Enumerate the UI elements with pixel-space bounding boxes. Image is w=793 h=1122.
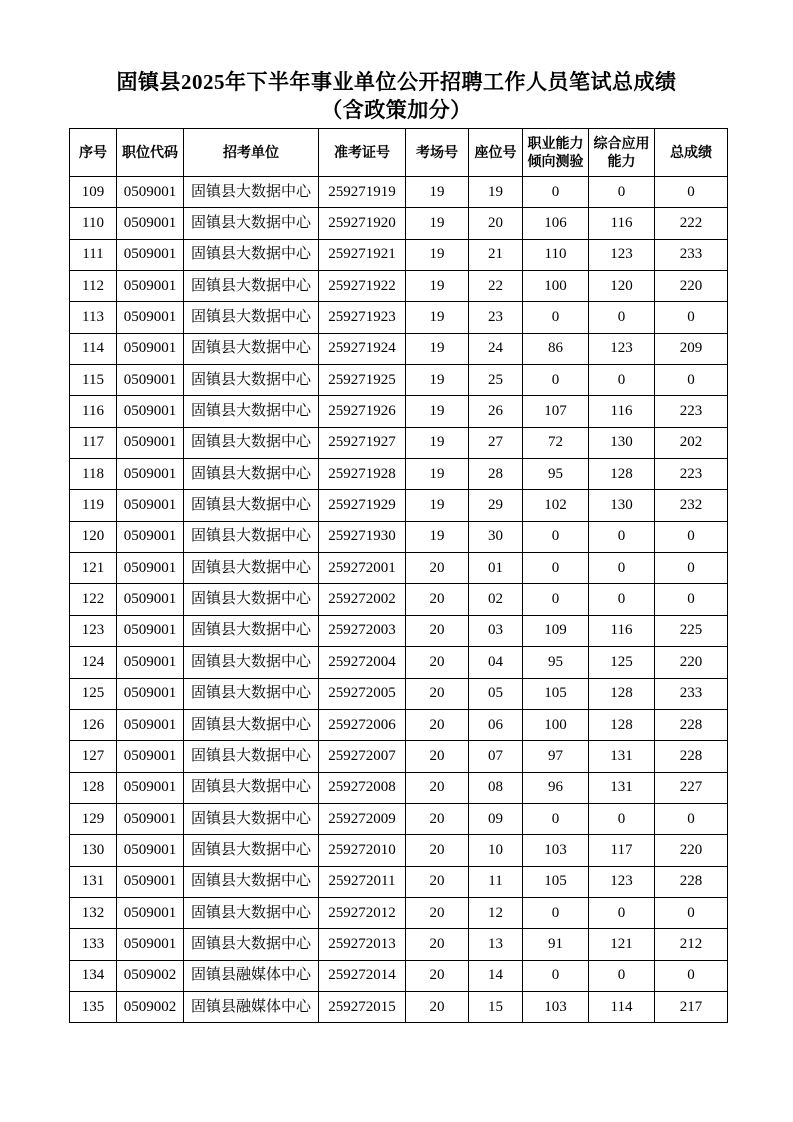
cell-comprehensive-ability-score: 130 xyxy=(589,490,655,521)
cell-position-code: 0509001 xyxy=(117,396,184,427)
cell-aptitude-test-score: 0 xyxy=(523,584,589,615)
cell-position-code: 0509001 xyxy=(117,772,184,803)
cell-admission-ticket-number: 259271930 xyxy=(319,521,406,552)
cell-total-score: 232 xyxy=(655,490,728,521)
cell-serial-number: 118 xyxy=(70,459,117,490)
cell-total-score: 228 xyxy=(655,741,728,772)
cell-admission-ticket-number: 259271923 xyxy=(319,302,406,333)
cell-aptitude-test-score: 100 xyxy=(523,709,589,740)
cell-serial-number: 124 xyxy=(70,647,117,678)
cell-exam-room-number: 20 xyxy=(406,991,469,1022)
cell-serial-number: 125 xyxy=(70,678,117,709)
cell-admission-ticket-number: 259271921 xyxy=(319,239,406,270)
cell-recruiting-unit: 固镇县大数据中心 xyxy=(184,772,319,803)
cell-aptitude-test-score: 0 xyxy=(523,553,589,584)
cell-aptitude-test-score: 109 xyxy=(523,615,589,646)
cell-admission-ticket-number: 259272011 xyxy=(319,866,406,897)
cell-exam-room-number: 19 xyxy=(406,271,469,302)
cell-total-score: 220 xyxy=(655,647,728,678)
cell-admission-ticket-number: 259271920 xyxy=(319,208,406,239)
cell-aptitude-test-score: 102 xyxy=(523,490,589,521)
column-header-exam-room-number: 考场号 xyxy=(406,129,469,177)
cell-total-score: 0 xyxy=(655,897,728,928)
cell-total-score: 202 xyxy=(655,427,728,458)
cell-aptitude-test-score: 96 xyxy=(523,772,589,803)
cell-total-score: 233 xyxy=(655,678,728,709)
table-row xyxy=(70,208,728,239)
cell-total-score: 228 xyxy=(655,866,728,897)
cell-recruiting-unit: 固镇县大数据中心 xyxy=(184,177,319,208)
cell-position-code: 0509001 xyxy=(117,553,184,584)
cell-recruiting-unit: 固镇县大数据中心 xyxy=(184,521,319,552)
cell-aptitude-test-score: 95 xyxy=(523,647,589,678)
cell-comprehensive-ability-score: 114 xyxy=(589,991,655,1022)
table-row xyxy=(70,365,728,396)
cell-serial-number: 126 xyxy=(70,709,117,740)
cell-recruiting-unit: 固镇县大数据中心 xyxy=(184,490,319,521)
cell-recruiting-unit: 固镇县融媒体中心 xyxy=(184,991,319,1022)
cell-seat-number: 11 xyxy=(469,866,523,897)
page-title xyxy=(0,0,793,124)
cell-total-score: 220 xyxy=(655,835,728,866)
column-header-admission-ticket-number: 准考证号 xyxy=(319,129,406,177)
cell-admission-ticket-number: 259272005 xyxy=(319,678,406,709)
cell-position-code: 0509001 xyxy=(117,239,184,270)
cell-aptitude-test-score: 86 xyxy=(523,333,589,364)
cell-seat-number: 25 xyxy=(469,365,523,396)
cell-comprehensive-ability-score: 0 xyxy=(589,803,655,834)
cell-aptitude-test-score: 110 xyxy=(523,239,589,270)
table-row xyxy=(70,615,728,646)
cell-admission-ticket-number: 259272001 xyxy=(319,553,406,584)
cell-position-code: 0509001 xyxy=(117,584,184,615)
cell-position-code: 0509001 xyxy=(117,709,184,740)
cell-aptitude-test-score: 105 xyxy=(523,866,589,897)
cell-position-code: 0509001 xyxy=(117,615,184,646)
cell-aptitude-test-score: 0 xyxy=(523,960,589,991)
cell-total-score: 0 xyxy=(655,302,728,333)
cell-serial-number: 119 xyxy=(70,490,117,521)
cell-recruiting-unit: 固镇县大数据中心 xyxy=(184,584,319,615)
cell-aptitude-test-score: 103 xyxy=(523,991,589,1022)
cell-seat-number: 28 xyxy=(469,459,523,490)
cell-exam-room-number: 19 xyxy=(406,302,469,333)
cell-seat-number: 02 xyxy=(469,584,523,615)
cell-position-code: 0509001 xyxy=(117,929,184,960)
cell-total-score: 233 xyxy=(655,239,728,270)
cell-seat-number: 06 xyxy=(469,709,523,740)
cell-comprehensive-ability-score: 130 xyxy=(589,427,655,458)
title-line-1: 固镇县2025年下半年事业单位公开招聘工作人员笔试总成绩 xyxy=(116,70,677,94)
cell-serial-number: 112 xyxy=(70,271,117,302)
table-row xyxy=(70,991,728,1022)
cell-position-code: 0509001 xyxy=(117,333,184,364)
cell-serial-number: 113 xyxy=(70,302,117,333)
cell-recruiting-unit: 固镇县大数据中心 xyxy=(184,553,319,584)
cell-seat-number: 22 xyxy=(469,271,523,302)
cell-position-code: 0509001 xyxy=(117,427,184,458)
cell-total-score: 0 xyxy=(655,584,728,615)
cell-exam-room-number: 20 xyxy=(406,929,469,960)
title-line-2: （含政策加分） xyxy=(321,98,472,122)
cell-recruiting-unit: 固镇县大数据中心 xyxy=(184,866,319,897)
cell-position-code: 0509001 xyxy=(117,459,184,490)
cell-exam-room-number: 19 xyxy=(406,208,469,239)
cell-comprehensive-ability-score: 128 xyxy=(589,678,655,709)
cell-exam-room-number: 19 xyxy=(406,396,469,427)
cell-admission-ticket-number: 259272010 xyxy=(319,835,406,866)
cell-seat-number: 13 xyxy=(469,929,523,960)
cell-total-score: 228 xyxy=(655,709,728,740)
cell-admission-ticket-number: 259272006 xyxy=(319,709,406,740)
cell-recruiting-unit: 固镇县大数据中心 xyxy=(184,333,319,364)
cell-recruiting-unit: 固镇县大数据中心 xyxy=(184,271,319,302)
cell-exam-room-number: 20 xyxy=(406,803,469,834)
cell-serial-number: 135 xyxy=(70,991,117,1022)
cell-aptitude-test-score: 72 xyxy=(523,427,589,458)
table-row xyxy=(70,490,728,521)
table-row xyxy=(70,647,728,678)
cell-admission-ticket-number: 259272004 xyxy=(319,647,406,678)
cell-recruiting-unit: 固镇县大数据中心 xyxy=(184,396,319,427)
cell-position-code: 0509001 xyxy=(117,741,184,772)
cell-seat-number: 23 xyxy=(469,302,523,333)
cell-serial-number: 122 xyxy=(70,584,117,615)
table-row xyxy=(70,897,728,928)
cell-recruiting-unit: 固镇县大数据中心 xyxy=(184,208,319,239)
cell-seat-number: 24 xyxy=(469,333,523,364)
table-row xyxy=(70,302,728,333)
cell-comprehensive-ability-score: 125 xyxy=(589,647,655,678)
cell-serial-number: 114 xyxy=(70,333,117,364)
cell-comprehensive-ability-score: 128 xyxy=(589,709,655,740)
cell-aptitude-test-score: 97 xyxy=(523,741,589,772)
cell-serial-number: 123 xyxy=(70,615,117,646)
cell-aptitude-test-score: 0 xyxy=(523,897,589,928)
cell-position-code: 0509001 xyxy=(117,490,184,521)
cell-seat-number: 05 xyxy=(469,678,523,709)
cell-admission-ticket-number: 259271928 xyxy=(319,459,406,490)
table-row xyxy=(70,459,728,490)
cell-exam-room-number: 20 xyxy=(406,835,469,866)
cell-aptitude-test-score: 0 xyxy=(523,803,589,834)
cell-position-code: 0509002 xyxy=(117,960,184,991)
cell-aptitude-test-score: 103 xyxy=(523,835,589,866)
cell-exam-room-number: 20 xyxy=(406,553,469,584)
cell-serial-number: 115 xyxy=(70,365,117,396)
cell-total-score: 0 xyxy=(655,177,728,208)
cell-aptitude-test-score: 105 xyxy=(523,678,589,709)
cell-recruiting-unit: 固镇县大数据中心 xyxy=(184,459,319,490)
cell-seat-number: 12 xyxy=(469,897,523,928)
table-row xyxy=(70,709,728,740)
cell-total-score: 209 xyxy=(655,333,728,364)
table-row xyxy=(70,803,728,834)
cell-seat-number: 21 xyxy=(469,239,523,270)
cell-admission-ticket-number: 259272012 xyxy=(319,897,406,928)
cell-exam-room-number: 19 xyxy=(406,177,469,208)
cell-exam-room-number: 19 xyxy=(406,239,469,270)
table-row xyxy=(70,772,728,803)
cell-seat-number: 27 xyxy=(469,427,523,458)
cell-serial-number: 133 xyxy=(70,929,117,960)
cell-comprehensive-ability-score: 116 xyxy=(589,615,655,646)
cell-position-code: 0509001 xyxy=(117,271,184,302)
cell-exam-room-number: 20 xyxy=(406,678,469,709)
table-row xyxy=(70,584,728,615)
cell-seat-number: 19 xyxy=(469,177,523,208)
cell-total-score: 0 xyxy=(655,960,728,991)
cell-admission-ticket-number: 259271922 xyxy=(319,271,406,302)
cell-exam-room-number: 20 xyxy=(406,647,469,678)
cell-comprehensive-ability-score: 117 xyxy=(589,835,655,866)
cell-admission-ticket-number: 259272009 xyxy=(319,803,406,834)
cell-position-code: 0509001 xyxy=(117,803,184,834)
table-row xyxy=(70,239,728,270)
cell-exam-room-number: 19 xyxy=(406,521,469,552)
cell-admission-ticket-number: 259272008 xyxy=(319,772,406,803)
table-row xyxy=(70,333,728,364)
cell-position-code: 0509001 xyxy=(117,521,184,552)
cell-recruiting-unit: 固镇县大数据中心 xyxy=(184,615,319,646)
cell-exam-room-number: 19 xyxy=(406,427,469,458)
table-row xyxy=(70,427,728,458)
cell-seat-number: 15 xyxy=(469,991,523,1022)
cell-admission-ticket-number: 259272013 xyxy=(319,929,406,960)
cell-admission-ticket-number: 259272015 xyxy=(319,991,406,1022)
cell-serial-number: 121 xyxy=(70,553,117,584)
cell-admission-ticket-number: 259271919 xyxy=(319,177,406,208)
cell-serial-number: 131 xyxy=(70,866,117,897)
cell-total-score: 222 xyxy=(655,208,728,239)
cell-exam-room-number: 20 xyxy=(406,584,469,615)
cell-recruiting-unit: 固镇县大数据中心 xyxy=(184,678,319,709)
cell-serial-number: 132 xyxy=(70,897,117,928)
cell-exam-room-number: 20 xyxy=(406,897,469,928)
cell-seat-number: 04 xyxy=(469,647,523,678)
cell-seat-number: 26 xyxy=(469,396,523,427)
cell-total-score: 227 xyxy=(655,772,728,803)
cell-admission-ticket-number: 259271927 xyxy=(319,427,406,458)
cell-recruiting-unit: 固镇县大数据中心 xyxy=(184,929,319,960)
cell-admission-ticket-number: 259271925 xyxy=(319,365,406,396)
column-header-aptitude-test-score: 职业能力倾向测验 xyxy=(523,129,589,177)
cell-serial-number: 134 xyxy=(70,960,117,991)
cell-seat-number: 01 xyxy=(469,553,523,584)
column-header-comprehensive-ability-score: 综合应用能力 xyxy=(589,129,655,177)
cell-comprehensive-ability-score: 123 xyxy=(589,866,655,897)
cell-position-code: 0509001 xyxy=(117,208,184,239)
cell-comprehensive-ability-score: 116 xyxy=(589,208,655,239)
cell-serial-number: 116 xyxy=(70,396,117,427)
cell-recruiting-unit: 固镇县大数据中心 xyxy=(184,741,319,772)
cell-serial-number: 127 xyxy=(70,741,117,772)
cell-seat-number: 29 xyxy=(469,490,523,521)
cell-total-score: 225 xyxy=(655,615,728,646)
cell-seat-number: 30 xyxy=(469,521,523,552)
cell-recruiting-unit: 固镇县大数据中心 xyxy=(184,302,319,333)
column-header-position-code: 职位代码 xyxy=(117,129,184,177)
cell-position-code: 0509001 xyxy=(117,866,184,897)
cell-position-code: 0509001 xyxy=(117,678,184,709)
cell-serial-number: 130 xyxy=(70,835,117,866)
cell-recruiting-unit: 固镇县大数据中心 xyxy=(184,647,319,678)
cell-serial-number: 109 xyxy=(70,177,117,208)
cell-recruiting-unit: 固镇县大数据中心 xyxy=(184,709,319,740)
cell-serial-number: 120 xyxy=(70,521,117,552)
cell-total-score: 223 xyxy=(655,396,728,427)
table-row xyxy=(70,396,728,427)
table-row xyxy=(70,929,728,960)
cell-admission-ticket-number: 259271929 xyxy=(319,490,406,521)
cell-recruiting-unit: 固镇县大数据中心 xyxy=(184,239,319,270)
cell-comprehensive-ability-score: 0 xyxy=(589,177,655,208)
cell-admission-ticket-number: 259272014 xyxy=(319,960,406,991)
cell-comprehensive-ability-score: 0 xyxy=(589,960,655,991)
cell-exam-room-number: 19 xyxy=(406,490,469,521)
cell-exam-room-number: 20 xyxy=(406,866,469,897)
cell-seat-number: 10 xyxy=(469,835,523,866)
cell-admission-ticket-number: 259271926 xyxy=(319,396,406,427)
cell-total-score: 220 xyxy=(655,271,728,302)
cell-position-code: 0509002 xyxy=(117,991,184,1022)
cell-seat-number: 07 xyxy=(469,741,523,772)
cell-comprehensive-ability-score: 0 xyxy=(589,553,655,584)
table-row xyxy=(70,866,728,897)
cell-position-code: 0509001 xyxy=(117,365,184,396)
cell-aptitude-test-score: 106 xyxy=(523,208,589,239)
cell-exam-room-number: 20 xyxy=(406,615,469,646)
cell-comprehensive-ability-score: 116 xyxy=(589,396,655,427)
table-row xyxy=(70,553,728,584)
table-row xyxy=(70,271,728,302)
column-header-seat-number: 座位号 xyxy=(469,129,523,177)
cell-seat-number: 03 xyxy=(469,615,523,646)
cell-aptitude-test-score: 0 xyxy=(523,365,589,396)
cell-aptitude-test-score: 107 xyxy=(523,396,589,427)
cell-comprehensive-ability-score: 128 xyxy=(589,459,655,490)
cell-serial-number: 110 xyxy=(70,208,117,239)
table-row xyxy=(70,960,728,991)
cell-serial-number: 129 xyxy=(70,803,117,834)
cell-comprehensive-ability-score: 0 xyxy=(589,302,655,333)
cell-aptitude-test-score: 95 xyxy=(523,459,589,490)
table-header-row xyxy=(70,129,728,177)
cell-aptitude-test-score: 0 xyxy=(523,302,589,333)
cell-comprehensive-ability-score: 0 xyxy=(589,365,655,396)
cell-aptitude-test-score: 0 xyxy=(523,177,589,208)
cell-exam-room-number: 20 xyxy=(406,741,469,772)
column-header-recruiting-unit: 招考单位 xyxy=(184,129,319,177)
cell-aptitude-test-score: 100 xyxy=(523,271,589,302)
cell-comprehensive-ability-score: 120 xyxy=(589,271,655,302)
cell-total-score: 212 xyxy=(655,929,728,960)
cell-recruiting-unit: 固镇县大数据中心 xyxy=(184,427,319,458)
cell-serial-number: 128 xyxy=(70,772,117,803)
cell-total-score: 0 xyxy=(655,803,728,834)
column-header-total-score: 总成绩 xyxy=(655,129,728,177)
table-row xyxy=(70,678,728,709)
cell-aptitude-test-score: 91 xyxy=(523,929,589,960)
cell-comprehensive-ability-score: 131 xyxy=(589,741,655,772)
cell-exam-room-number: 20 xyxy=(406,772,469,803)
cell-total-score: 217 xyxy=(655,991,728,1022)
cell-total-score: 0 xyxy=(655,521,728,552)
cell-position-code: 0509001 xyxy=(117,302,184,333)
cell-recruiting-unit: 固镇县大数据中心 xyxy=(184,803,319,834)
cell-comprehensive-ability-score: 123 xyxy=(589,333,655,364)
cell-seat-number: 09 xyxy=(469,803,523,834)
cell-serial-number: 117 xyxy=(70,427,117,458)
cell-position-code: 0509001 xyxy=(117,835,184,866)
cell-serial-number: 111 xyxy=(70,239,117,270)
cell-recruiting-unit: 固镇县大数据中心 xyxy=(184,897,319,928)
cell-total-score: 223 xyxy=(655,459,728,490)
cell-exam-room-number: 19 xyxy=(406,365,469,396)
cell-comprehensive-ability-score: 0 xyxy=(589,584,655,615)
table-row xyxy=(70,741,728,772)
cell-comprehensive-ability-score: 0 xyxy=(589,897,655,928)
cell-seat-number: 20 xyxy=(469,208,523,239)
cell-comprehensive-ability-score: 131 xyxy=(589,772,655,803)
cell-exam-room-number: 20 xyxy=(406,709,469,740)
column-header-serial-number: 序号 xyxy=(70,129,117,177)
cell-admission-ticket-number: 259272002 xyxy=(319,584,406,615)
cell-recruiting-unit: 固镇县融媒体中心 xyxy=(184,960,319,991)
cell-admission-ticket-number: 259272003 xyxy=(319,615,406,646)
cell-exam-room-number: 19 xyxy=(406,333,469,364)
cell-exam-room-number: 19 xyxy=(406,459,469,490)
cell-total-score: 0 xyxy=(655,365,728,396)
cell-recruiting-unit: 固镇县大数据中心 xyxy=(184,835,319,866)
cell-admission-ticket-number: 259272007 xyxy=(319,741,406,772)
scores-table xyxy=(69,128,728,1023)
cell-position-code: 0509001 xyxy=(117,647,184,678)
cell-seat-number: 08 xyxy=(469,772,523,803)
table-row xyxy=(70,835,728,866)
table-row xyxy=(70,177,728,208)
cell-position-code: 0509001 xyxy=(117,177,184,208)
cell-comprehensive-ability-score: 121 xyxy=(589,929,655,960)
cell-position-code: 0509001 xyxy=(117,897,184,928)
cell-seat-number: 14 xyxy=(469,960,523,991)
cell-exam-room-number: 20 xyxy=(406,960,469,991)
cell-total-score: 0 xyxy=(655,553,728,584)
cell-aptitude-test-score: 0 xyxy=(523,521,589,552)
cell-admission-ticket-number: 259271924 xyxy=(319,333,406,364)
cell-comprehensive-ability-score: 123 xyxy=(589,239,655,270)
table-row xyxy=(70,521,728,552)
cell-recruiting-unit: 固镇县大数据中心 xyxy=(184,365,319,396)
cell-comprehensive-ability-score: 0 xyxy=(589,521,655,552)
